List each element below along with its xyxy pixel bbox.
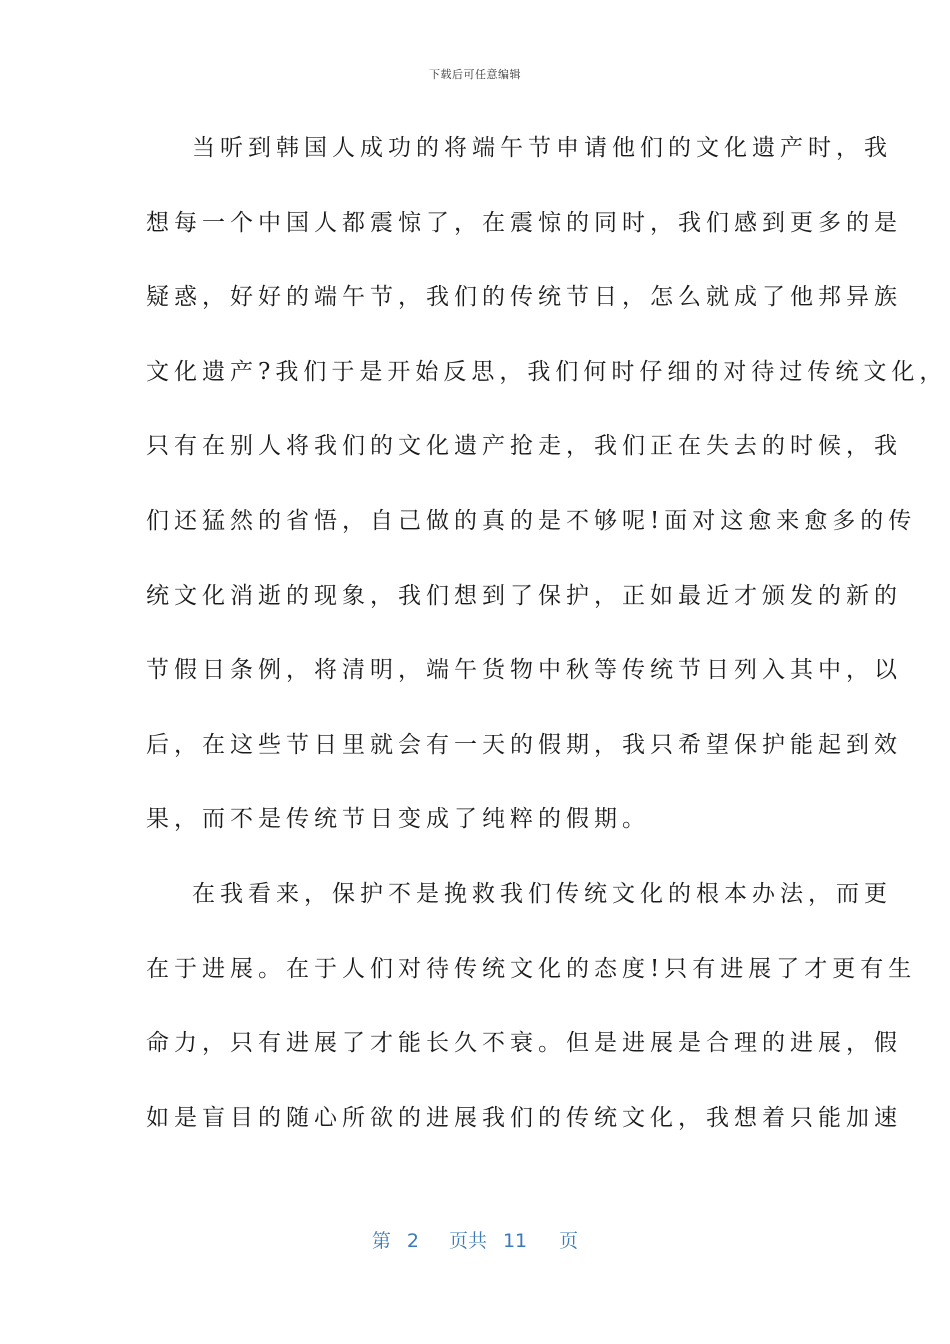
paragraph-1-line-1: 当听到韩国人成功的将端午节申请他们的文化遗产时，我 <box>192 135 892 161</box>
paragraph-1-line-8: 节假日条例，将清明，端午货物中秋等传统节日列入其中，以 <box>146 657 902 684</box>
document-body <box>146 118 948 1162</box>
paragraph-2-line-1: 在我看来，保护不是挽救我们传统文化的根本办法，而更 <box>192 880 892 907</box>
paragraph-2-line-4: 如是盲目的随心所欲的进展我们的传统文化，我想着只能加速 <box>146 1104 902 1131</box>
paragraph-1-line-6: 们还猛然的省悟，自己做的真的是不够呢!面对这愈来愈多的传 <box>146 507 917 534</box>
paragraph-1-line-10: 果，而不是传统节日变成了纯粹的假期。 <box>146 806 650 833</box>
paragraph-1-line-9: 后，在这些节日里就会有一天的假期，我只希望保护能起到效 <box>146 731 902 758</box>
paragraph-1-line-4: 文化遗产?我们于是开始反思，我们何时仔细的对待过传统文化， <box>146 358 948 385</box>
paragraph-1-line-5: 只有在别人将我们的文化遗产抢走，我们正在失去的时候，我 <box>146 433 902 460</box>
paragraph-1-line-3: 疑惑，好好的端午节，我们的传统节日，怎么就成了他邦异族 <box>146 284 902 311</box>
header-note: 下载后可任意编辑 <box>429 68 521 81</box>
paragraph-2-line-3: 命力，只有进展了才能长久不衰。但是进展是合理的进展，假 <box>146 1030 902 1057</box>
footer-prefix: 第 <box>371 1230 391 1252</box>
footer-page-number: 2 <box>406 1230 419 1252</box>
paragraph-1-line-2: 想每一个中国人都震惊了，在震惊的同时，我们感到更多的是 <box>146 209 902 236</box>
footer-suffix: 页 <box>559 1230 579 1252</box>
page-footer <box>0 1226 950 1253</box>
footer-total-pages: 11 <box>502 1230 528 1252</box>
paragraph-2-line-2: 在于进展。在于人们对待传统文化的态度!只有进展了才更有生 <box>146 955 917 982</box>
footer-middle: 页共 <box>448 1230 487 1252</box>
paragraph-1-line-7: 统文化消逝的现象，我们想到了保护，正如最近才颁发的新的 <box>146 582 902 609</box>
